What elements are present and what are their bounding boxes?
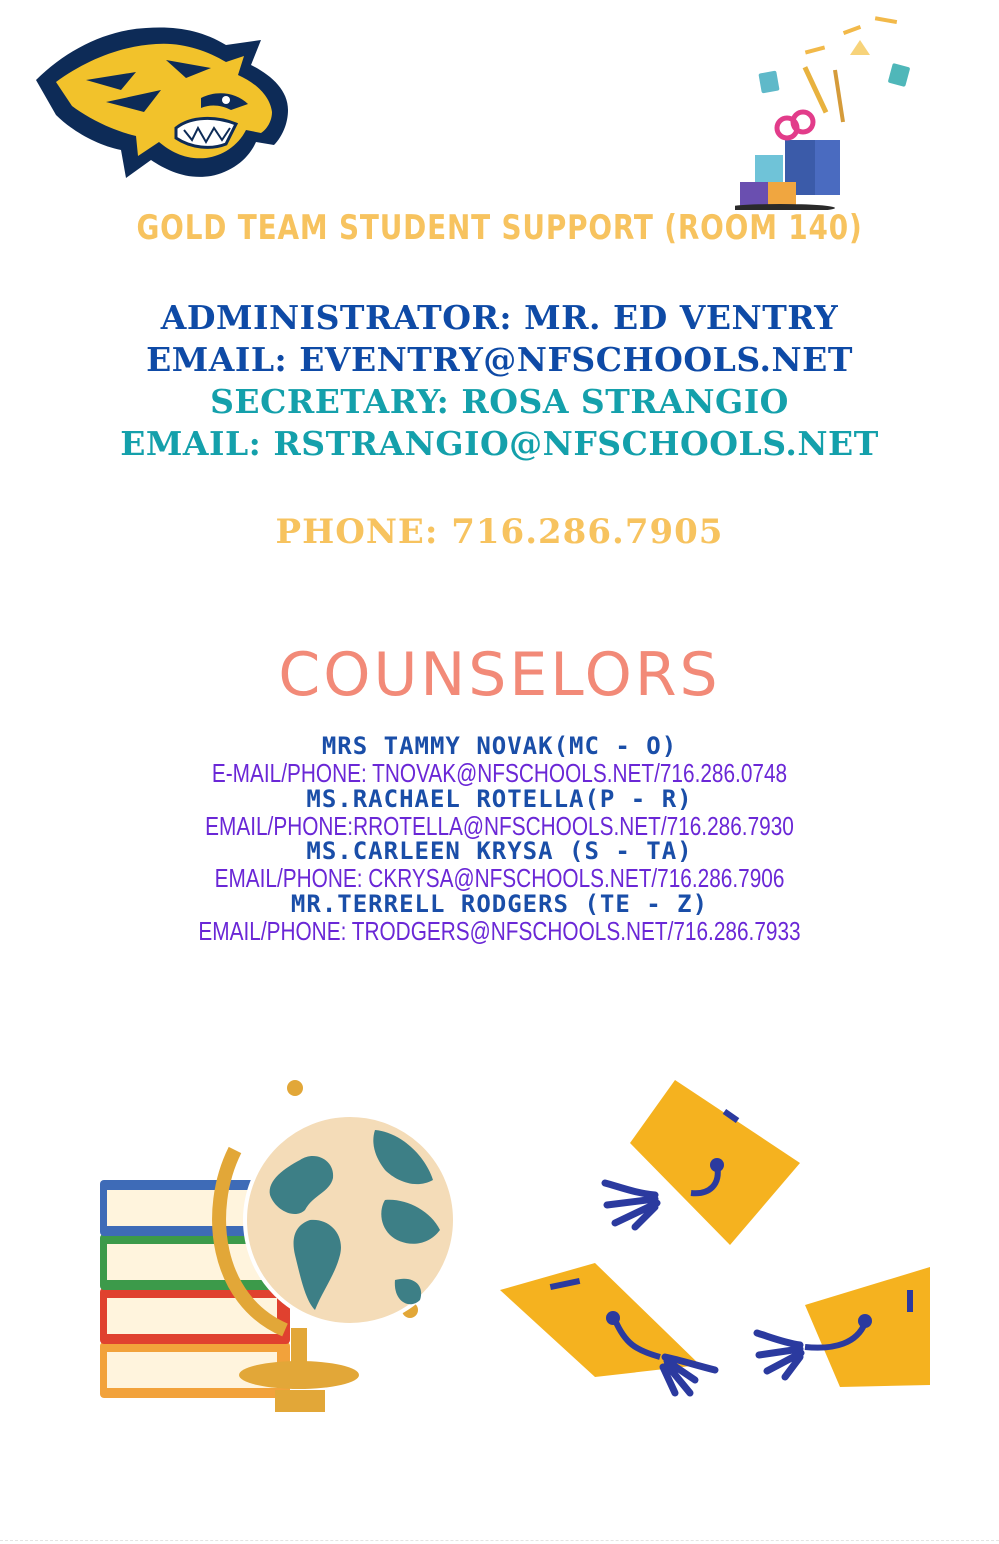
counselor-name: MS.CARLEEN KRYSA (S - TA) — [306, 837, 693, 865]
counselor-contact: EMAIL/PHONE: CKRYSA@NFSCHOOLS.NET/716.286.7906 — [214, 863, 785, 893]
administrator-name: ADMINISTRATOR: MR. ED VENTRY — [160, 298, 839, 337]
secretary-email: EMAIL: RSTRANGIO@NFSCHOOLS.NET — [120, 424, 879, 463]
page-title: GOLD TEAM STUDENT SUPPORT (ROOM 140) — [136, 208, 863, 248]
counselor-contact: E-MAIL/PHONE: TNOVAK@NFSCHOOLS.NET/716.286.0748 — [211, 758, 788, 788]
school-supplies-icon — [735, 10, 920, 210]
counselor-contact: EMAIL/PHONE: TRODGERS@NFSCHOOLS.NET/716.286.7933 — [198, 916, 801, 946]
graduation-caps-icon — [495, 1075, 935, 1415]
administrator-email: EMAIL: EVENTRY@NFSCHOOLS.NET — [146, 340, 853, 379]
counselors-heading: COUNSELORS — [278, 640, 721, 710]
books-globe-icon — [95, 1070, 475, 1420]
wildcat-logo-icon — [26, 20, 294, 182]
phone-number: PHONE: 716.286.7905 — [275, 512, 724, 552]
counselor-name: MS.RACHAEL ROTELLA(P - R) — [306, 785, 693, 813]
secretary-name: SECRETARY: ROSA STRANGIO — [210, 382, 789, 421]
bottom-divider — [0, 1540, 999, 1542]
counselor-name: MRS TAMMY NOVAK(MC - O) — [321, 732, 678, 760]
counselor-contact: EMAIL/PHONE:RROTELLA@NFSCHOOLS.NET/716.286.7930 — [205, 811, 794, 841]
counselor-name: MR.TERRELL RODGERS (TE - Z) — [290, 890, 709, 918]
